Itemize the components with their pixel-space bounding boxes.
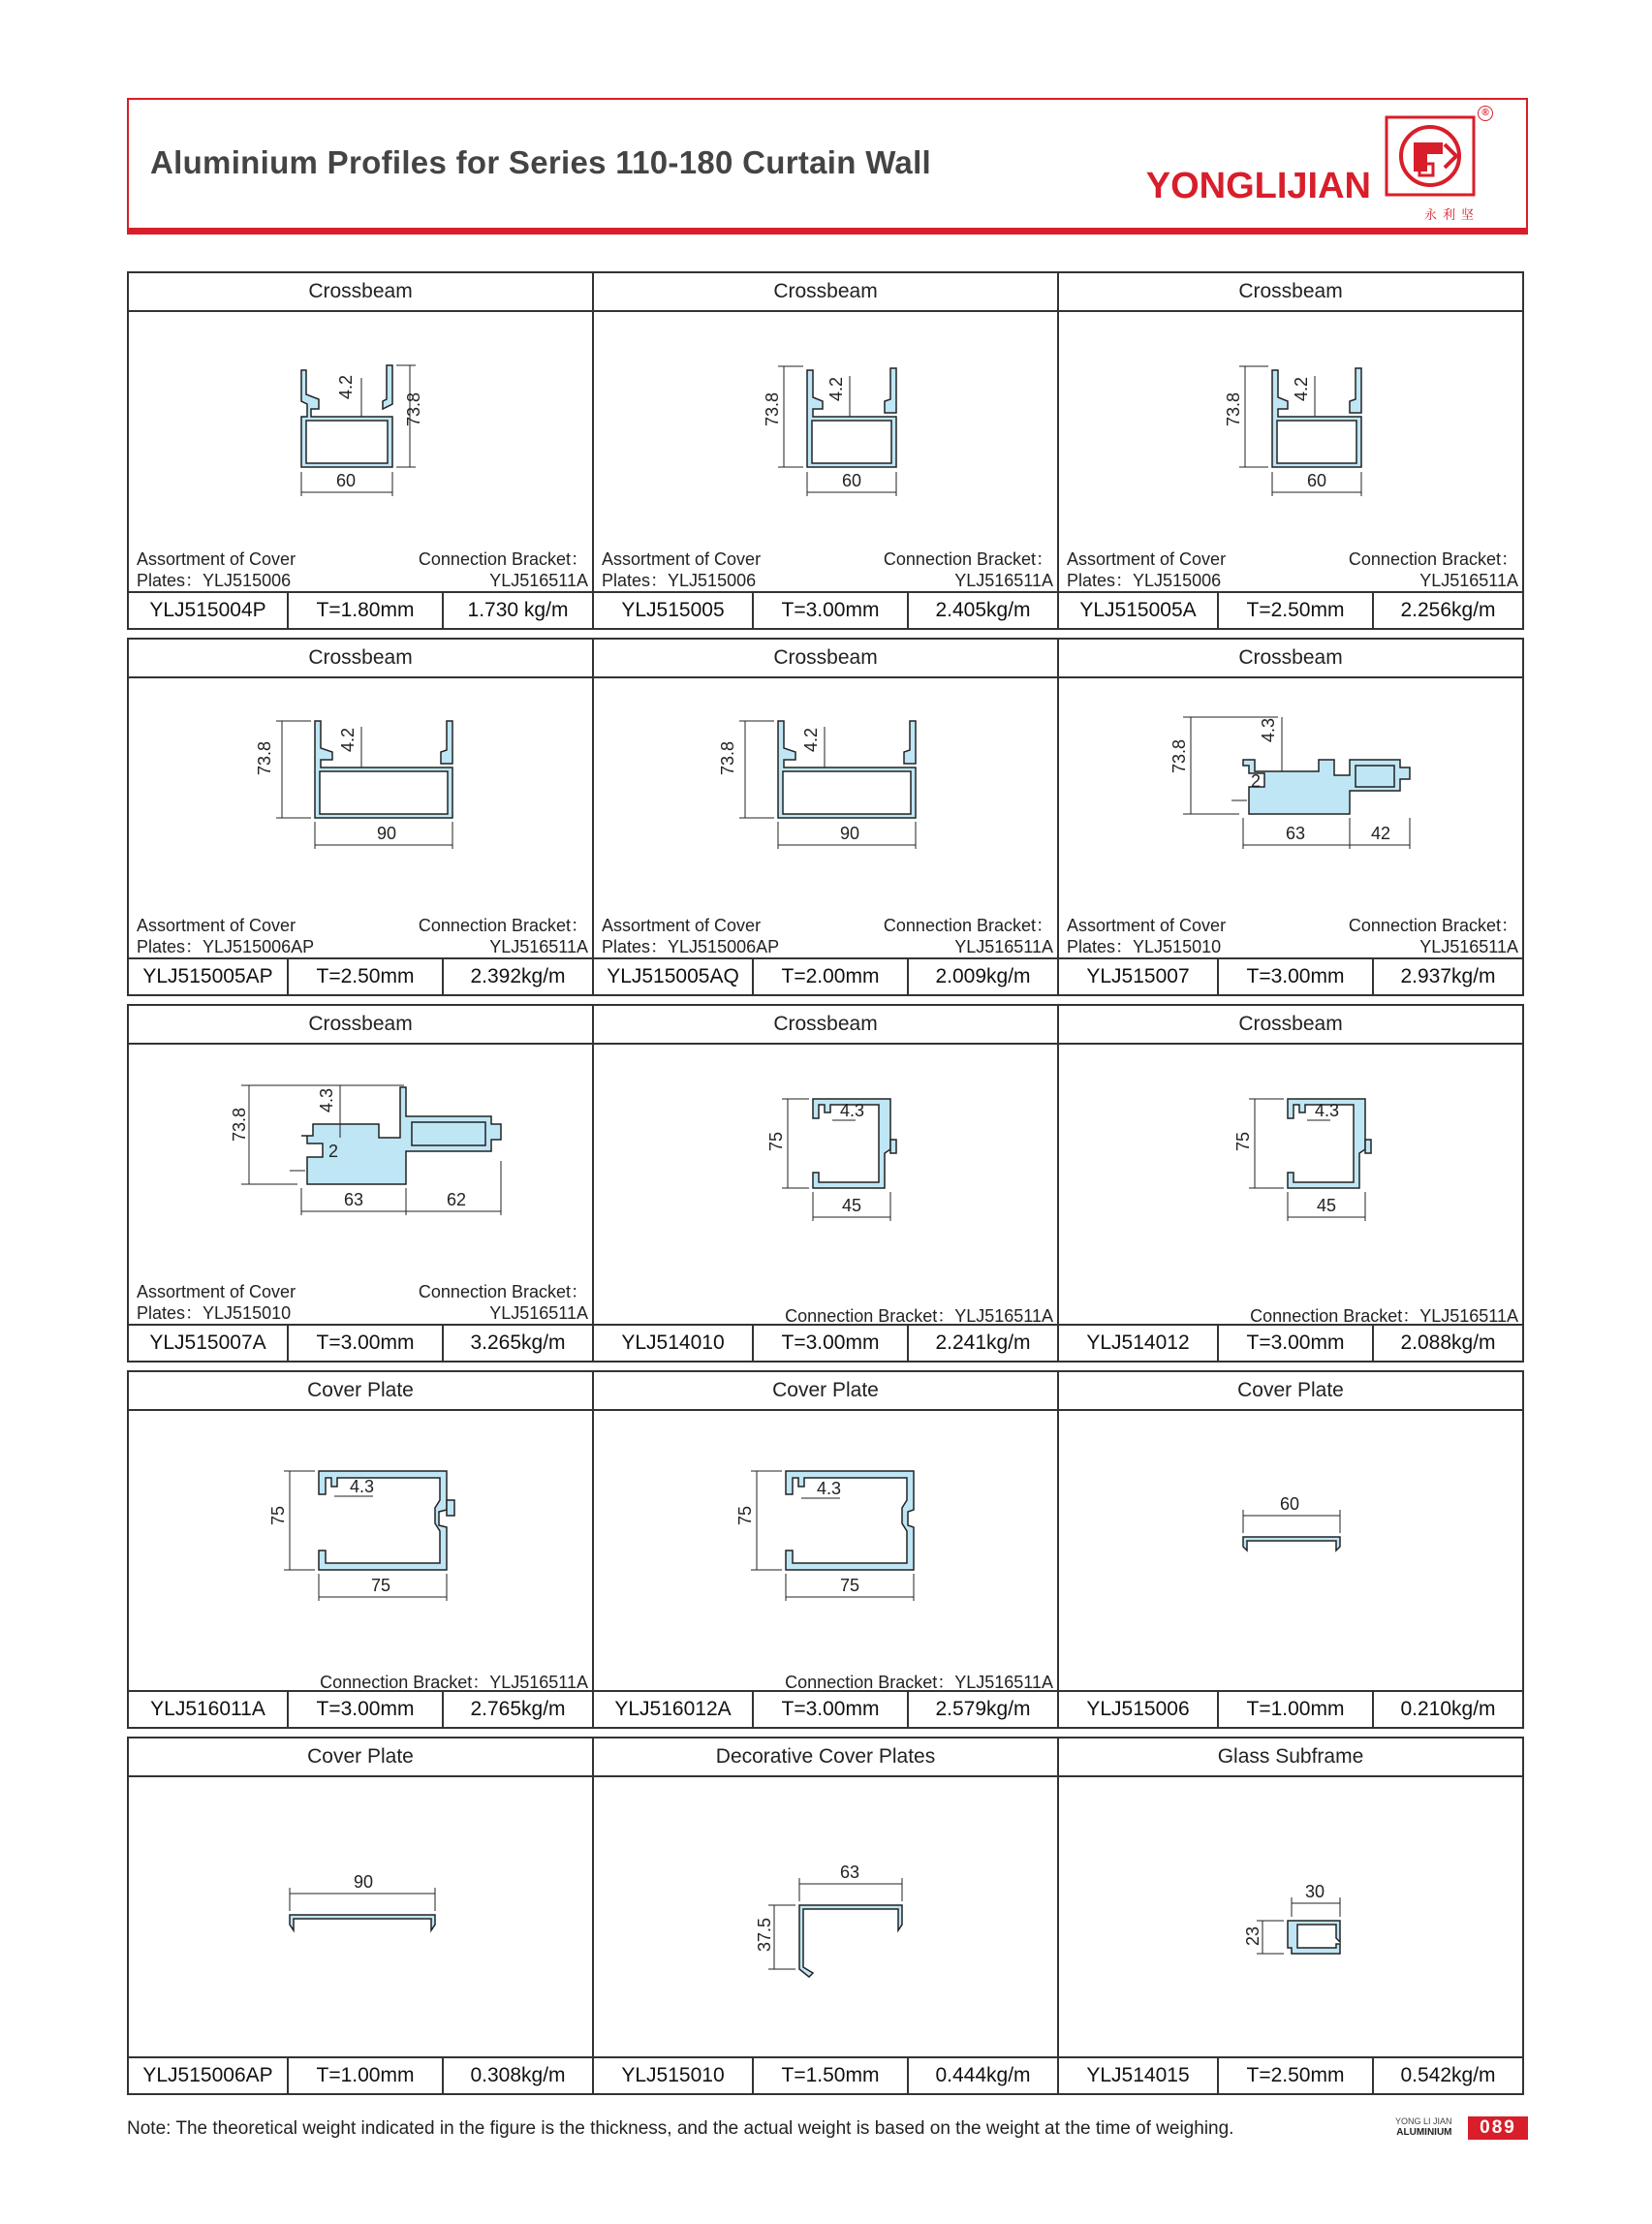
page-title: Aluminium Profiles for Series 110-180 Curtain Wall <box>150 144 932 180</box>
profile-title: Cover Plate <box>1059 1372 1522 1411</box>
dim-label: 90 <box>377 824 397 843</box>
dim-label: 42 <box>1371 824 1391 843</box>
cover-plates-info: Assortment of Cover Plates：YLJ515006 <box>1067 549 1227 590</box>
profile-drawing <box>594 1411 1057 1649</box>
dim-label: 75 <box>840 1576 860 1595</box>
profile-row <box>127 1737 1528 2103</box>
profile-thickness: T=2.00mm <box>754 959 909 994</box>
profile-code: YLJ515006 <box>1059 1692 1219 1727</box>
dim-label: 30 <box>1305 1882 1325 1901</box>
profile-weight: 0.210kg/m <box>1400 1698 1496 1720</box>
spec-row <box>1059 957 1522 994</box>
dim-label: 4.3 <box>817 1479 842 1498</box>
profile-code: YLJ514012 <box>1059 1326 1219 1361</box>
dim-label: 60 <box>842 471 862 490</box>
profile-title: Glass Subframe <box>1059 1738 1522 1777</box>
connection-bracket-info: Connection Bracket： YLJ516511A <box>1348 916 1518 956</box>
dim-label: 60 <box>336 471 357 490</box>
dim-label: 75 <box>268 1505 288 1525</box>
brand-name: YONGLIJIAN <box>1145 166 1371 206</box>
dim-label: 63 <box>840 1863 860 1882</box>
dim-label: 37.5 <box>755 1917 774 1952</box>
profile-code: YLJ514015 <box>1059 2058 1219 2093</box>
spec-row <box>1059 1324 1522 1361</box>
profile-thickness: T=3.00mm <box>289 1326 444 1361</box>
spec-row <box>1059 1690 1522 1727</box>
profile-weight: 2.241kg/m <box>935 1331 1031 1354</box>
profile-card <box>592 638 1059 996</box>
connection-bracket-info: Connection Bracket： YLJ516511A <box>418 1282 588 1323</box>
profile-drawing <box>1059 312 1522 550</box>
profile-row <box>127 638 1528 1004</box>
dim-label: 45 <box>842 1196 862 1215</box>
dim-label: 75 <box>735 1505 755 1525</box>
brand-chinese-name: 永利坚 <box>1423 207 1480 222</box>
spec-row <box>129 957 592 994</box>
profile-card <box>127 1370 594 1729</box>
profile-title: Cover Plate <box>129 1738 592 1777</box>
connection-bracket-info: Connection Bracket： YLJ516511A <box>883 916 1053 956</box>
dim-label: 4.2 <box>338 727 358 752</box>
dim-label: 73.8 <box>404 392 423 426</box>
profile-row <box>127 271 1528 638</box>
dim-label: 2 <box>1251 771 1262 791</box>
profile-row <box>127 1370 1528 1737</box>
profile-title: Crossbeam <box>1059 1006 1522 1045</box>
dim-label: 4.2 <box>826 376 846 401</box>
profile-thickness: T=3.00mm <box>289 1692 444 1727</box>
profile-weight: 0.444kg/m <box>935 2064 1031 2086</box>
dim-label: 73.8 <box>763 392 782 426</box>
profile-drawing <box>129 312 592 550</box>
profile-thickness: T=1.50mm <box>754 2058 909 2093</box>
profile-thickness: T=2.50mm <box>1219 2058 1374 2093</box>
cover-plates-info: Assortment of Cover Plates：YLJ515006 <box>137 549 296 590</box>
cover-plates-info: Assortment of Cover Plates：YLJ515010 <box>137 1282 296 1323</box>
dim-label: 23 <box>1243 1926 1262 1946</box>
cover-plates-info: Assortment of Cover Plates：YLJ515006AP <box>602 916 780 956</box>
cover-plates-info: Assortment of Cover Plates：YLJ515010 <box>1067 916 1227 956</box>
profile-drawing <box>1059 1777 1522 2016</box>
profile-thickness: T=3.00mm <box>754 1326 909 1361</box>
dim-label: 4.3 <box>840 1101 865 1120</box>
profile-card <box>127 271 594 630</box>
profile-weight: 1.730 kg/m <box>467 599 569 621</box>
dim-label: 62 <box>447 1190 467 1209</box>
connection-bracket-info: Connection Bracket：YLJ516511A <box>785 1673 1053 1692</box>
profile-weight: 0.542kg/m <box>1400 2064 1496 2086</box>
profile-title: Crossbeam <box>594 1006 1057 1045</box>
dim-label: 4.3 <box>1259 717 1278 742</box>
page-number: 089 <box>1468 2116 1528 2140</box>
connection-bracket-info: Connection Bracket：YLJ516511A <box>1250 1306 1518 1326</box>
footer-note: Note: The theoretical weight indicated in the figure is the thickness, and the actual weight is based on the weight at the time of weighing. <box>127 2118 1234 2139</box>
profile-card <box>592 1370 1059 1729</box>
dim-label: 75 <box>1233 1131 1253 1151</box>
profile-title: Crossbeam <box>594 640 1057 678</box>
dim-label: 4.3 <box>317 1087 336 1112</box>
profile-thickness: T=3.00mm <box>754 1692 909 1727</box>
profile-thickness: T=2.50mm <box>1219 593 1374 628</box>
profile-code: YLJ515004P <box>129 593 289 628</box>
dim-label: 2 <box>328 1142 339 1161</box>
profile-card <box>1057 1004 1524 1363</box>
dim-label: 4.3 <box>350 1477 375 1496</box>
profile-code: YLJ515005A <box>1059 593 1219 628</box>
profile-code: YLJ514010 <box>594 1326 754 1361</box>
profile-drawing <box>594 1777 1057 2016</box>
profile-title: Cover Plate <box>594 1372 1057 1411</box>
dim-label: 4.2 <box>801 727 821 752</box>
connection-bracket-info: Connection Bracket：YLJ516511A <box>320 1673 588 1692</box>
dim-label: 73.8 <box>1169 738 1189 773</box>
connection-bracket-info: Connection Bracket： YLJ516511A <box>1348 549 1518 590</box>
profile-code: YLJ515010 <box>594 2058 754 2093</box>
dim-label: 63 <box>344 1190 364 1209</box>
profile-card <box>1057 271 1524 630</box>
spec-row <box>1059 2056 1522 2093</box>
footer-brand: YONG LI JIAN ALUMINIUM <box>1395 2116 1452 2138</box>
profile-drawing <box>1059 1411 1522 1649</box>
profile-weight: 2.937kg/m <box>1400 965 1496 987</box>
profile-title: Crossbeam <box>1059 640 1522 678</box>
profile-thickness: T=1.00mm <box>1219 1692 1374 1727</box>
profile-title: Cover Plate <box>129 1372 592 1411</box>
spec-row <box>129 1690 592 1727</box>
profile-weight: 0.308kg/m <box>470 2064 566 2086</box>
profile-thickness: T=1.00mm <box>289 2058 444 2093</box>
profile-title: Decorative Cover Plates <box>594 1738 1057 1777</box>
dim-label: 63 <box>1286 824 1306 843</box>
dim-label: 73.8 <box>718 740 737 775</box>
profile-weight: 2.765kg/m <box>470 1698 566 1720</box>
spec-row <box>129 591 592 628</box>
profile-title: Crossbeam <box>129 273 592 312</box>
connection-bracket-info: Connection Bracket：YLJ516511A <box>785 1306 1053 1326</box>
profile-card <box>1057 1370 1524 1729</box>
dim-label: 60 <box>1307 471 1327 490</box>
connection-bracket-info: Connection Bracket： YLJ516511A <box>418 916 588 956</box>
profile-title: Crossbeam <box>129 640 592 678</box>
dim-label: 4.2 <box>1292 376 1311 401</box>
spec-row <box>129 1324 592 1361</box>
profile-weight: 2.579kg/m <box>935 1698 1031 1720</box>
dim-label: 75 <box>766 1131 786 1151</box>
dim-label: 45 <box>1317 1196 1337 1215</box>
profile-thickness: T=3.00mm <box>1219 1326 1374 1361</box>
registered-mark: ® <box>1478 106 1493 121</box>
profile-code: YLJ515005AQ <box>594 959 754 994</box>
profile-drawing <box>594 1045 1057 1283</box>
profile-weight: 2.392kg/m <box>470 965 566 987</box>
profile-code: YLJ515005 <box>594 593 754 628</box>
profile-title: Crossbeam <box>1059 273 1522 312</box>
dim-label: 90 <box>840 824 860 843</box>
cover-plates-info: Assortment of Cover Plates：YLJ515006AP <box>137 916 315 956</box>
dim-label: 4.3 <box>1315 1101 1340 1120</box>
dim-label: 73.8 <box>1224 392 1243 426</box>
dim-label: 73.8 <box>230 1107 249 1142</box>
profile-grid <box>127 271 1528 2103</box>
spec-row <box>1059 591 1522 628</box>
profile-code: YLJ516012A <box>594 1692 754 1727</box>
profile-card <box>592 1004 1059 1363</box>
spec-row <box>129 2056 592 2093</box>
dim-label: 73.8 <box>255 740 274 775</box>
profile-weight: 2.405kg/m <box>935 599 1031 621</box>
profile-card <box>1057 1737 1524 2095</box>
profile-code: YLJ516011A <box>129 1692 289 1727</box>
profile-row <box>127 1004 1528 1370</box>
profile-drawing <box>594 678 1057 917</box>
profile-weight: 2.009kg/m <box>935 965 1031 987</box>
dim-label: 4.2 <box>336 374 356 399</box>
spec-row <box>594 2056 1057 2093</box>
brand-logo-icon <box>1385 115 1476 216</box>
spec-row <box>594 1324 1057 1361</box>
profile-code: YLJ515005AP <box>129 959 289 994</box>
profile-drawing <box>594 312 1057 550</box>
profile-weight: 2.256kg/m <box>1400 599 1496 621</box>
profile-weight: 2.088kg/m <box>1400 1331 1496 1354</box>
profile-card <box>1057 638 1524 996</box>
dim-label: 90 <box>354 1872 374 1892</box>
profile-drawing <box>129 1411 592 1649</box>
profile-code: YLJ515007 <box>1059 959 1219 994</box>
spec-row <box>594 591 1057 628</box>
profile-code: YLJ515007A <box>129 1326 289 1361</box>
profile-code: YLJ515006AP <box>129 2058 289 2093</box>
page-header <box>127 98 1528 235</box>
profile-thickness: T=3.00mm <box>754 593 909 628</box>
cover-plates-info: Assortment of Cover Plates：YLJ515006 <box>602 549 762 590</box>
profile-card <box>592 1737 1059 2095</box>
profile-card <box>127 638 594 996</box>
dim-label: 60 <box>1280 1494 1300 1514</box>
profile-drawing <box>129 1045 592 1283</box>
profile-drawing <box>1059 678 1522 917</box>
profile-thickness: T=1.80mm <box>289 593 444 628</box>
dim-label: 75 <box>371 1576 391 1595</box>
profile-title: Crossbeam <box>594 273 1057 312</box>
profile-drawing <box>1059 1045 1522 1283</box>
profile-card <box>127 1004 594 1363</box>
profile-card <box>592 271 1059 630</box>
connection-bracket-info: Connection Bracket： YLJ516511A <box>883 549 1053 590</box>
profile-thickness: T=2.50mm <box>289 959 444 994</box>
spec-row <box>594 1690 1057 1727</box>
profile-card <box>127 1737 594 2095</box>
spec-row <box>594 957 1057 994</box>
profile-title: Crossbeam <box>129 1006 592 1045</box>
profile-drawing <box>129 678 592 917</box>
profile-drawing <box>129 1777 592 2016</box>
connection-bracket-info: Connection Bracket： YLJ516511A <box>418 549 588 590</box>
profile-thickness: T=3.00mm <box>1219 959 1374 994</box>
profile-weight: 3.265kg/m <box>470 1331 566 1354</box>
